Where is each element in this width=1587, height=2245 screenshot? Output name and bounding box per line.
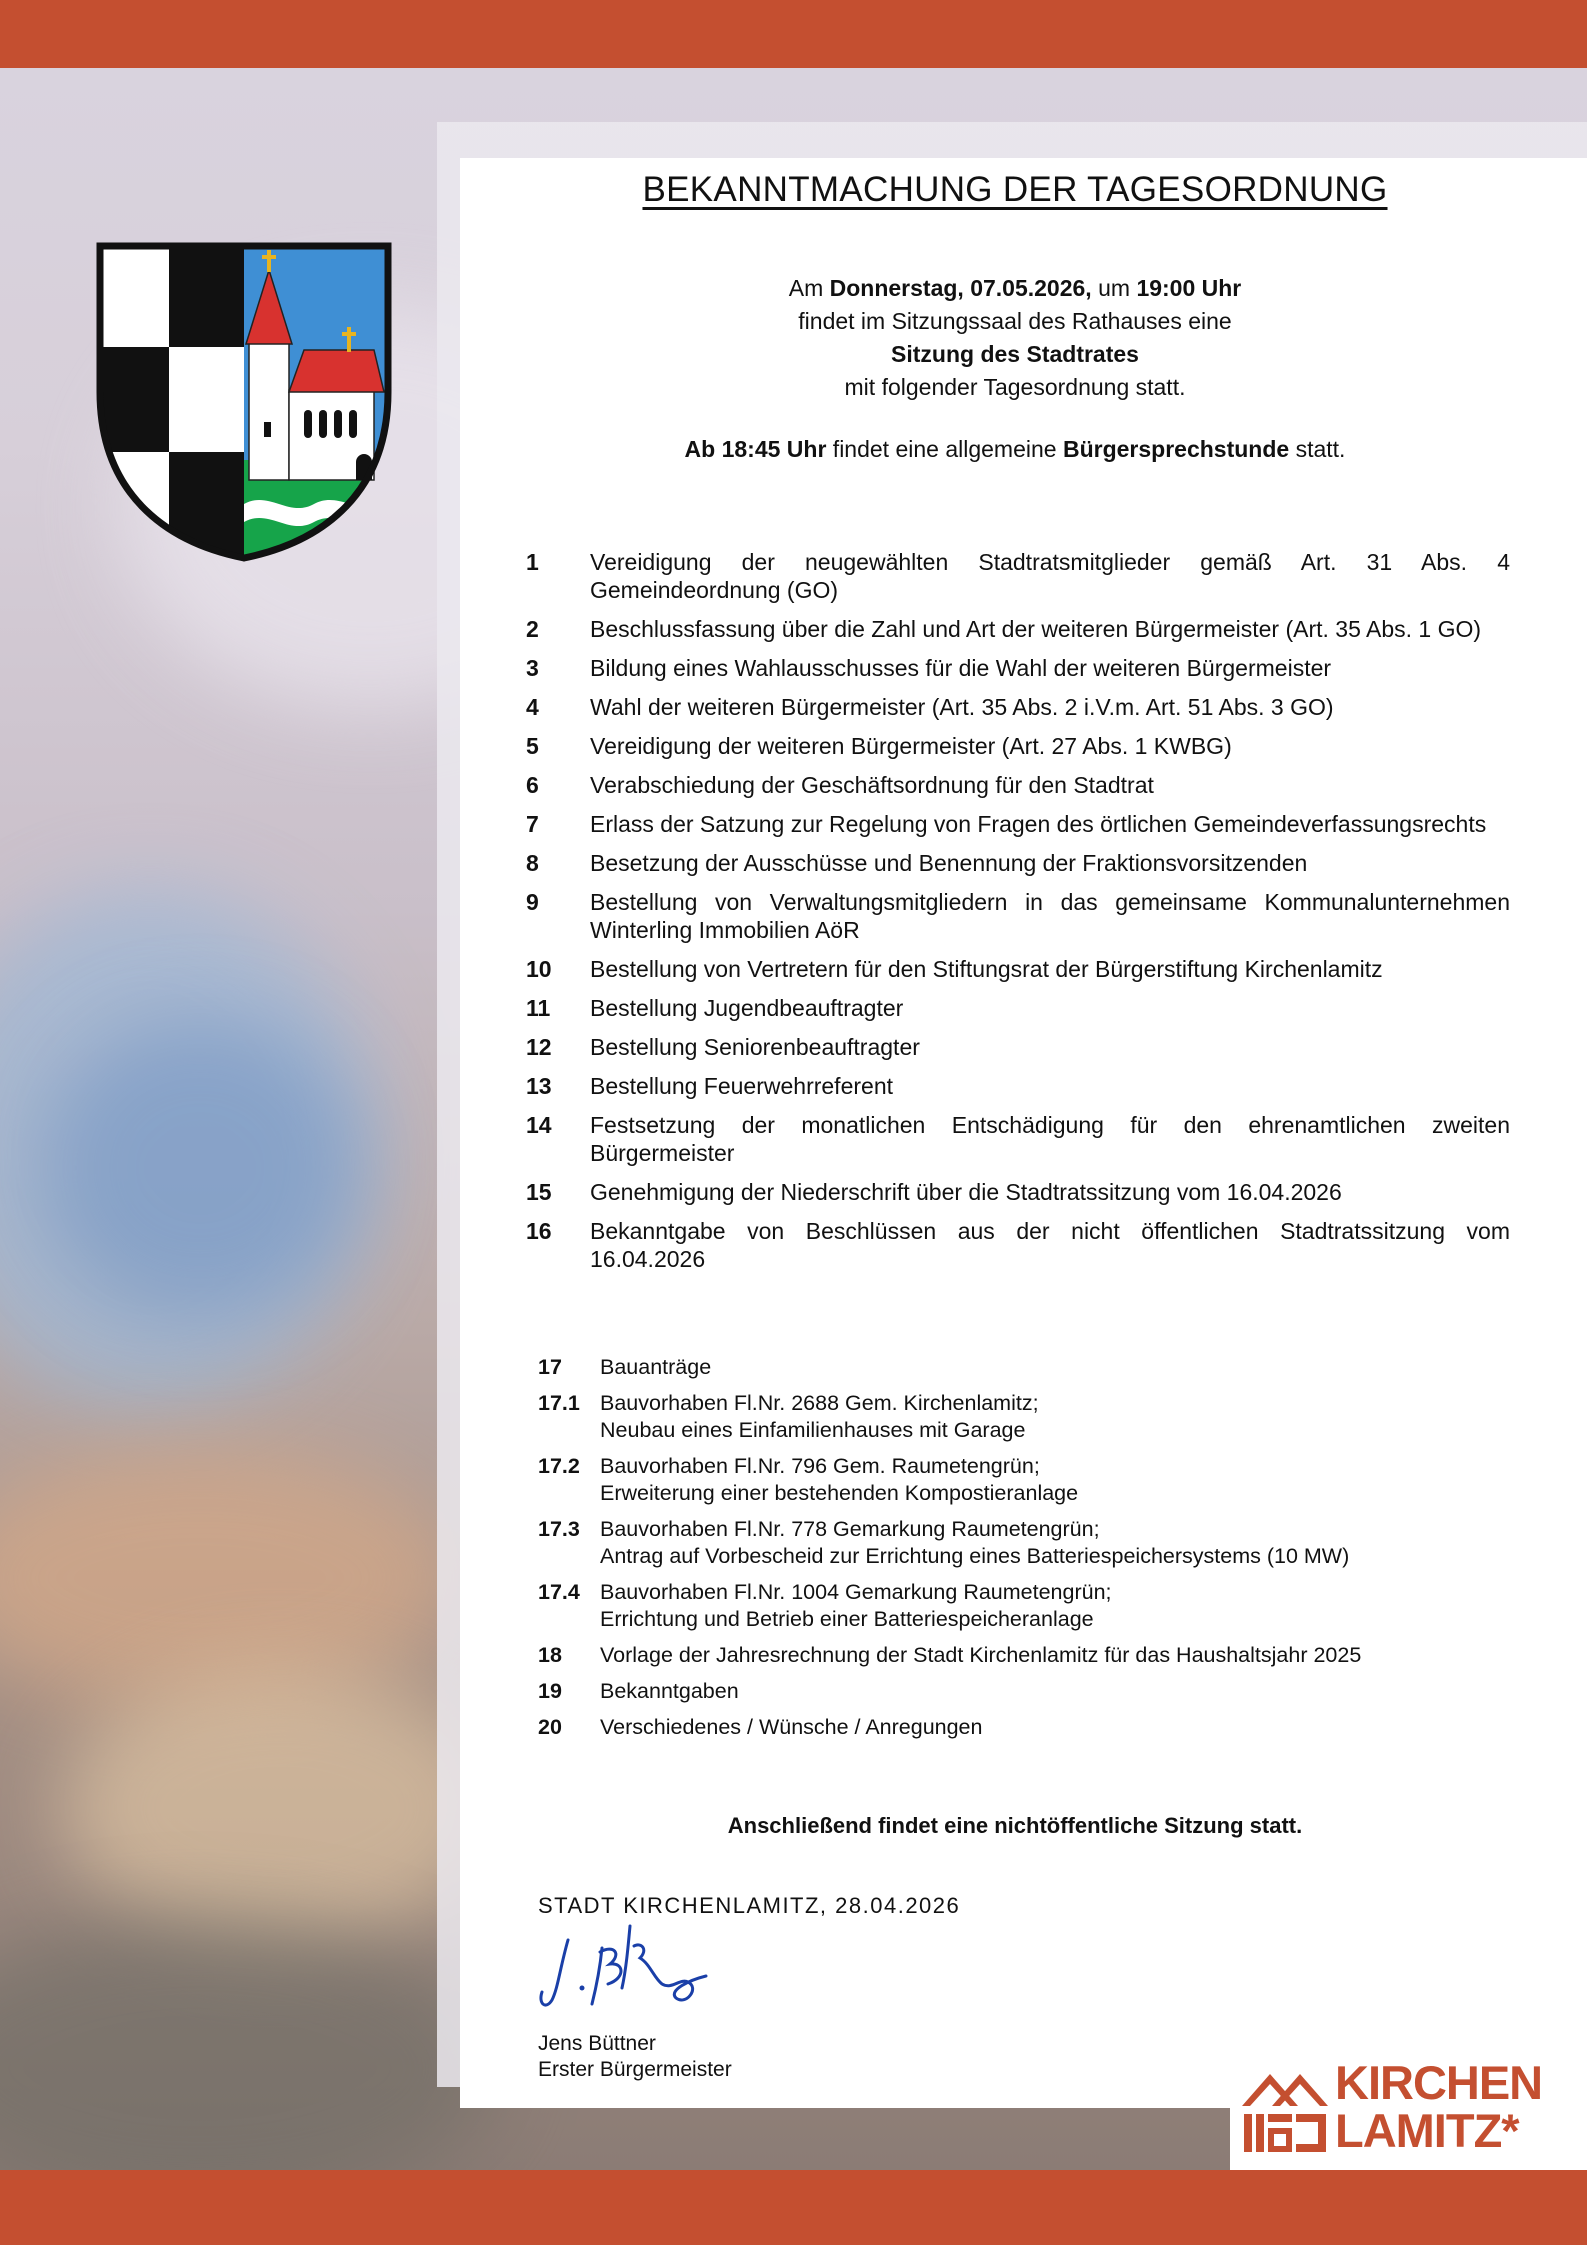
- agenda-item: 1 Vereidigung der neugewählten Stadtratsmitglieder gemäß Art. 31 Abs. 4 Gemeindeordnung (GO): [526, 549, 1510, 603]
- building-applications-list: [538, 1354, 1438, 1750]
- signer-role: Erster Bürgermeister: [538, 2058, 732, 2081]
- agenda-item: 9 Bestellung von Verwaltungsmitgliedern in das gemeinsame Kommunalunternehmen Winterling Immobilien AöR: [526, 889, 1510, 943]
- agenda-item: 3 Bildung eines Wahlausschusses für die Wahl der weiteren Bürgermeister: [526, 655, 1332, 681]
- office-hours: Ab 18:45 Uhr findet eine allgemeine Bürgersprechstunde statt.: [684, 436, 1346, 462]
- agenda-item: 7 Erlass der Satzung zur Regelung von Fragen des örtlichen Gemeindeverfassungsrechts: [526, 811, 1487, 837]
- signature-icon: [530, 1918, 730, 2028]
- list-item: 18 Vorlage der Jahresrechnung der Stadt Kirchenlamitz für das Haushaltsjahr 2025: [538, 1643, 1362, 1667]
- city-logo-icon: [1240, 2066, 1330, 2156]
- list-item: 17.4 Bauvorhaben Fl.Nr. 1004 Gemarkung Raumetengrün; Errichtung und Betrieb einer Batteriespeicheranlage: [538, 1580, 1112, 1631]
- signer-block: [538, 2031, 732, 2083]
- list-item: 20 Verschiedenes / Wünsche / Anregungen: [538, 1715, 983, 1739]
- agenda-item: 11 Bestellung Jugendbeauftragter: [526, 995, 904, 1021]
- agenda-item: 12 Bestellung Seniorenbeauftragter: [526, 1034, 920, 1060]
- meeting-info: Am Donnerstag, 07.05.2026, um 19:00 Uhr findet im Sitzungssaal des Rathauses eine Sitzung des Stadtrates mit folgender Tagesordnung statt.: [788, 275, 1242, 400]
- agenda-item: 2 Beschlussfassung über die Zahl und Art der weiteren Bürgermeister (Art. 35 Abs. 1 GO): [526, 616, 1482, 642]
- agenda-item: 16 Bekanntgabe von Beschlüssen aus der nicht öffentlichen Stadtratssitzung vom 16.04.2026: [526, 1218, 1510, 1272]
- agenda-item: 10 Bestellung von Vertretern für den Stiftungsrat der Bürgerstiftung Kirchenlamitz: [526, 956, 1383, 982]
- agenda-item: 13 Bestellung Feuerwehrreferent: [526, 1073, 893, 1099]
- signer-name: Jens Büttner: [538, 2032, 656, 2055]
- agenda-item: 15 Genehmigung der Niederschrift über die Stadtratssitzung vom 16.04.2026: [526, 1179, 1342, 1205]
- place-date: STADT KIRCHENLAMITZ, 28.04.2026: [538, 1893, 961, 1918]
- agenda-item: 8 Besetzung der Ausschüsse und Benennung der Fraktionsvorsitzenden: [526, 850, 1308, 876]
- agenda-item: 5 Vereidigung der weiteren Bürgermeister (Art. 27 Abs. 1 KWBG): [526, 733, 1232, 759]
- meeting-time: 19:00 Uhr: [1136, 275, 1242, 301]
- list-item: 17.3 Bauvorhaben Fl.Nr. 778 Gemarkung Raumetengrün; Antrag auf Vorbescheid zur Errichtung eines Batteriespeichersystems (10 MW): [538, 1517, 1350, 1568]
- list-item: 17.2 Bauvorhaben Fl.Nr. 796 Gem. Raumetengrün; Erweiterung einer bestehenden Kompostieranlage: [538, 1454, 1079, 1505]
- agenda-item: 14 Festsetzung der monatlichen Entschädigung für den ehrenamtlichen zweiten Bürgermeister: [526, 1112, 1510, 1166]
- closing-note: Anschließend findet eine nichtöffentliche Sitzung statt.: [727, 1813, 1303, 1838]
- list-item: 17.1 Bauvorhaben Fl.Nr. 2688 Gem. Kirchenlamitz; Neubau eines Einfamilienhauses mit Garage: [538, 1391, 1039, 1442]
- top-banner: [0, 0, 1587, 68]
- agenda-item: 6 Verabschiedung der Geschäftsordnung für den Stadtrat: [526, 772, 1154, 798]
- meeting-type: Sitzung des Stadtrates: [891, 341, 1139, 367]
- list-item: 19 Bekanntgaben: [538, 1679, 739, 1703]
- coat-of-arms-icon: [94, 242, 394, 562]
- bottom-banner: [0, 2170, 1587, 2245]
- agenda-item: 4 Wahl der weiteren Bürgermeister (Art. 35 Abs. 2 i.V.m. Art. 51 Abs. 3 GO): [526, 694, 1334, 720]
- list-item: 17 Bauanträge: [538, 1355, 712, 1379]
- meeting-day: Donnerstag, 07.05.2026,: [829, 275, 1092, 301]
- city-logo-wordmark: KIRCHEN LAMITZ*: [1335, 2056, 1543, 2157]
- agenda-list: [526, 548, 1510, 1284]
- notice-title: BEKANNTMACHUNG DER TAGESORDNUNG: [642, 170, 1388, 209]
